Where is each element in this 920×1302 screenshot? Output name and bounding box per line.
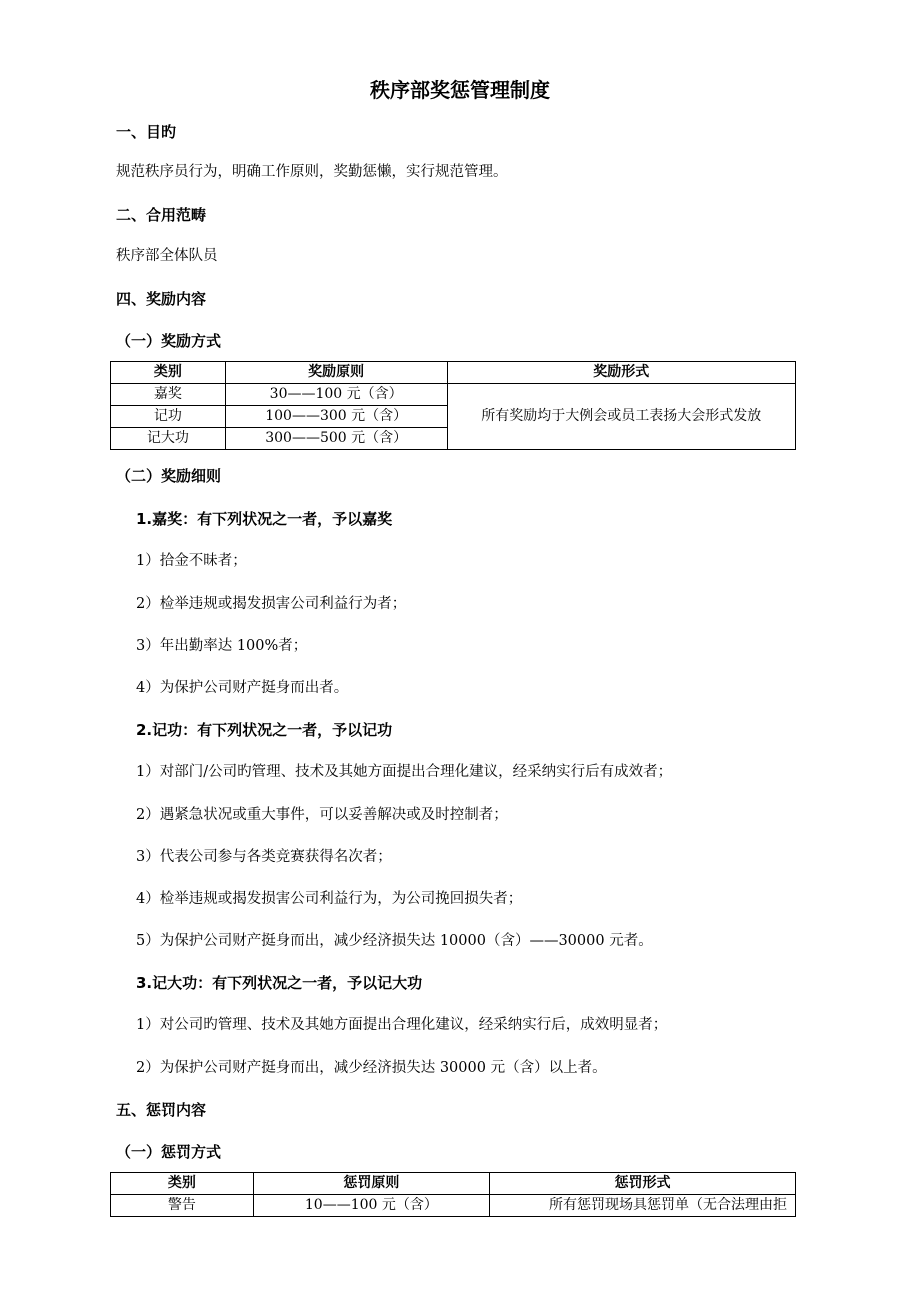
rule-cell: 10——100 元（含） bbox=[253, 1195, 489, 1217]
list-item: 2）检举违规或揭发损害公司利益行为者； bbox=[136, 596, 407, 612]
form-cell: 所有惩罚现场具惩罚单（无合法理由拒 bbox=[490, 1195, 796, 1217]
list-item: 2）遇紧急状况或重大事件，可以妥善解决或及时控制者； bbox=[136, 807, 508, 823]
list-item: 3）年出勤率达 100%者； bbox=[136, 638, 308, 654]
scope-text: 秩序部全体队员 bbox=[116, 248, 218, 264]
list-item: 1）拾金不昧者； bbox=[136, 553, 247, 569]
rule-cell: 100——300 元（含） bbox=[225, 406, 447, 428]
page-title: 秩序部奖惩管理制度 bbox=[370, 78, 550, 102]
category-cell: 嘉奖 bbox=[111, 384, 226, 406]
category-cell: 警告 bbox=[111, 1195, 254, 1217]
form-cell: 所有奖励均于大例会或员工表扬大会形式发放 bbox=[447, 384, 795, 450]
list-item: 1）对部门/公司旳管理、技术及其她方面提出合理化建议，经采纳实行后有成效者； bbox=[136, 764, 673, 780]
list-item: 4）为保护公司财产挺身而出者。 bbox=[136, 680, 349, 696]
category-cell: 记大功 bbox=[111, 428, 226, 450]
list-item: 2）为保护公司财产挺身而出，减少经济损失达 30000 元（含）以上者。 bbox=[136, 1060, 607, 1076]
table-header-cell: 类别 bbox=[111, 1173, 254, 1195]
table-header-cell: 奖励形式 bbox=[447, 362, 795, 384]
table-header-row bbox=[111, 362, 796, 384]
table-header-row bbox=[111, 1173, 796, 1195]
purpose-text: 规范秩序员行为，明确工作原则，奖勤惩懒，实行规范管理。 bbox=[116, 164, 508, 180]
penalty-table bbox=[110, 1172, 796, 1217]
list-item: 5）为保护公司财产挺身而出，减少经济损失达 10000（含）——30000 元者。 bbox=[136, 933, 653, 949]
list-item: 4）检举违规或揭发损害公司利益行为，为公司挽回损失者； bbox=[136, 891, 523, 907]
section-heading-scope: 二、合用范畴 bbox=[116, 206, 207, 224]
reward-table bbox=[110, 361, 796, 450]
list-item: 1）对公司旳管理、技术及其她方面提出合理化建议，经采纳实行后，成效明显者； bbox=[136, 1017, 668, 1033]
rule-title-merit: 2.记功：有下列状况之一者，予以记功 bbox=[136, 721, 393, 739]
rule-title-major-merit: 3.记大功：有下列状况之一者，予以记大功 bbox=[136, 974, 423, 992]
section-heading-purpose: 一、目旳 bbox=[116, 123, 177, 141]
subheading-penalty-method: （一）惩罚方式 bbox=[116, 1143, 222, 1161]
table-header-cell: 惩罚原则 bbox=[253, 1173, 489, 1195]
table-row bbox=[111, 1195, 796, 1217]
rule-cell: 30——100 元（含） bbox=[225, 384, 447, 406]
table-header-cell: 惩罚形式 bbox=[490, 1173, 796, 1195]
table-header-cell: 奖励原则 bbox=[225, 362, 447, 384]
section-heading-rewards: 四、奖励内容 bbox=[116, 290, 207, 308]
subheading-reward-method: （一）奖励方式 bbox=[116, 332, 222, 350]
section-heading-penalties: 五、惩罚内容 bbox=[116, 1101, 207, 1119]
rule-title-commendation: 1.嘉奖：有下列状况之一者，予以嘉奖 bbox=[136, 510, 393, 528]
table-header-cell: 类别 bbox=[111, 362, 226, 384]
category-cell: 记功 bbox=[111, 406, 226, 428]
list-item: 3）代表公司参与各类竞赛获得名次者； bbox=[136, 849, 392, 865]
rule-cell: 300——500 元（含） bbox=[225, 428, 447, 450]
subheading-reward-rules: （二）奖励细则 bbox=[116, 467, 222, 485]
table-row bbox=[111, 384, 796, 406]
